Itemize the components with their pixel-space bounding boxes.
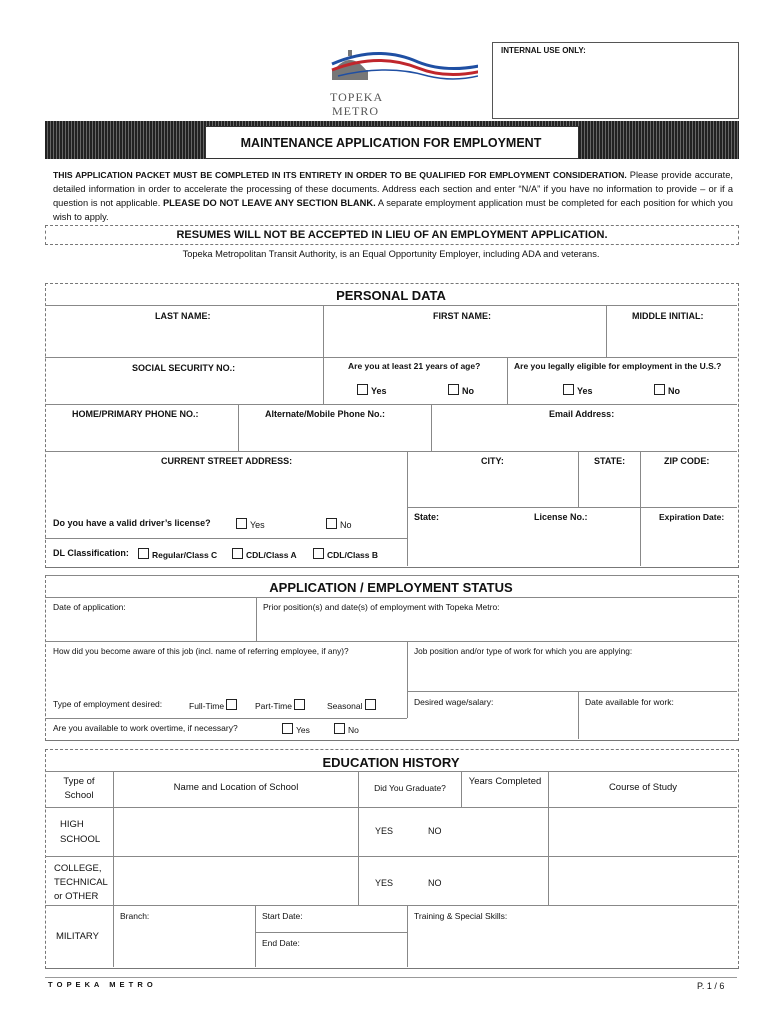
start-date-label: Start Date:: [262, 911, 303, 921]
overtime-no-option[interactable]: [334, 723, 359, 735]
checkbox[interactable]: [138, 548, 149, 559]
full-time-label: Full-Time: [189, 701, 225, 711]
internal-use-box: [492, 42, 739, 119]
college-yes[interactable]: YES: [375, 878, 394, 888]
age-question: Are you at least 21 years of age?: [348, 361, 481, 371]
end-date-field[interactable]: [256, 948, 406, 966]
employment-type-label: Type of employment desired:: [53, 699, 163, 709]
email-label: Email Address:: [549, 409, 615, 419]
high-school-years-field[interactable]: [462, 808, 547, 855]
logo-line2: METRO: [332, 104, 379, 118]
available-label: Date available for work:: [585, 697, 674, 707]
checkbox[interactable]: [357, 384, 368, 395]
checkbox[interactable]: [294, 699, 305, 710]
age-no-label: No: [462, 386, 474, 396]
footer-brand: T O P E K A M E T R O: [48, 980, 154, 989]
checkbox[interactable]: [365, 699, 376, 710]
eeo-statement: Topeka Metropolitan Transit Authority, is an Equal Opportunity Employer, including ADA and veterans.: [182, 249, 600, 259]
high-school-no[interactable]: NO: [428, 826, 442, 836]
class-c-option[interactable]: [138, 548, 217, 560]
available-field[interactable]: [579, 710, 736, 738]
position-field[interactable]: [408, 658, 736, 690]
checkbox[interactable]: [326, 518, 337, 529]
intro-bold-1: THIS APPLICATION PACKET MUST BE COMPLETED IN ITS ENTIRETY IN ORDER TO BE QUALIFIED FOR EMPLOYMENT CONSIDERATION.: [53, 170, 627, 180]
high-school-yes[interactable]: YES: [375, 826, 394, 836]
license-state-field[interactable]: [408, 525, 508, 565]
page-title: MAINTENANCE APPLICATION FOR EMPLOYMENT: [240, 136, 542, 150]
home-phone-field[interactable]: [46, 422, 237, 450]
footer-rule: [45, 977, 737, 978]
dl-class-label: DL Classification:: [53, 548, 129, 558]
license-state-label: State:: [414, 512, 440, 522]
date-of-application-field[interactable]: [46, 614, 255, 640]
checkbox[interactable]: [226, 699, 237, 710]
intro-text-1: Please provide accurate, detailed information in order to accelerate the processing of these documents. Address each section and enter “N/A” if you have no information to provide – or if a question is not applicable.: [53, 170, 733, 208]
wage-label: Desired wage/salary:: [414, 697, 494, 707]
resumes-notice: RESUMES WILL NOT BE ACCEPTED IN LIEU OF AN EMPLOYMENT APPLICATION.: [45, 225, 739, 245]
last-name-field[interactable]: [46, 320, 322, 356]
part-time-label: Part-Time: [255, 701, 292, 711]
license-number-field[interactable]: [510, 525, 639, 565]
middle-initial-label: MIDDLE INITIAL:: [632, 311, 704, 321]
col-graduate-header: Did You Graduate?: [374, 783, 446, 793]
training-field[interactable]: [408, 922, 736, 966]
eligible-question: Are you legally eligible for employment in the U.S.?: [514, 361, 722, 371]
overtime-yes-label: Yes: [296, 725, 310, 735]
high-school-label: HIGH SCHOOL: [60, 819, 101, 845]
overtime-no-label: No: [348, 725, 359, 735]
age-no-option[interactable]: [448, 384, 474, 396]
col-course-header: Course of Study: [608, 782, 678, 793]
ssn-field[interactable]: [46, 376, 322, 403]
seasonal-label: Seasonal: [327, 701, 363, 711]
alt-phone-field[interactable]: [239, 422, 430, 450]
email-field[interactable]: [432, 422, 736, 450]
intro-bold-2: PLEASE DO NOT LEAVE ANY SECTION BLANK.: [162, 198, 376, 208]
end-date-label: End Date:: [262, 938, 300, 948]
street-field[interactable]: [46, 468, 406, 506]
checkbox[interactable]: [282, 723, 293, 734]
checkbox[interactable]: [232, 548, 243, 559]
last-name-label: LAST NAME:: [155, 311, 211, 321]
license-yes-option[interactable]: [236, 518, 265, 530]
employment-title: APPLICATION / EMPLOYMENT STATUS: [269, 580, 513, 595]
first-name-field[interactable]: [324, 320, 605, 356]
middle-initial-field[interactable]: [607, 320, 736, 356]
branch-label: Branch:: [120, 911, 150, 921]
checkbox[interactable]: [448, 384, 459, 395]
license-yes-label: Yes: [250, 520, 265, 530]
class-a-option[interactable]: [232, 548, 297, 560]
eligible-yes-option[interactable]: [563, 384, 593, 396]
high-school-name-field[interactable]: [114, 808, 357, 855]
class-b-option[interactable]: [313, 548, 378, 560]
city-label: CITY:: [481, 456, 504, 466]
logo: [318, 44, 478, 120]
prior-position-label: Prior position(s) and date(s) of employment with Topeka Metro:: [263, 602, 500, 612]
part-time-option[interactable]: [255, 699, 308, 711]
full-time-option[interactable]: [189, 699, 240, 711]
college-years-field[interactable]: [462, 857, 547, 904]
zip-field[interactable]: [641, 468, 736, 506]
seasonal-option[interactable]: [327, 699, 379, 711]
state-label: STATE:: [594, 456, 626, 466]
overtime-question: Are you available to work overtime, if necessary?: [53, 723, 238, 733]
intro-paragraph: [53, 168, 733, 224]
checkbox[interactable]: [654, 384, 665, 395]
intro-text-2: A separate employment application must be completed for each position for which you wish to apply.: [53, 198, 733, 222]
home-phone-label: HOME/PRIMARY PHONE NO.:: [72, 409, 199, 419]
training-label: Training & Special Skills:: [414, 911, 508, 921]
eligible-no-option[interactable]: [654, 384, 680, 396]
date-of-application-label: Date of application:: [53, 602, 126, 612]
col-years-header: Years Completed: [468, 776, 542, 787]
college-name-field[interactable]: [114, 857, 357, 904]
overtime-yes-option[interactable]: [282, 723, 310, 735]
page-number: P. 1 / 6: [697, 981, 725, 991]
zip-label: ZIP CODE:: [664, 456, 710, 466]
first-name-label: FIRST NAME:: [433, 311, 491, 321]
branch-field[interactable]: [114, 922, 254, 966]
ssn-label: SOCIAL SECURITY NO.:: [132, 363, 236, 373]
class-b-label: CDL/Class B: [327, 550, 379, 560]
high-school-course-field[interactable]: [549, 808, 736, 855]
aware-field[interactable]: [46, 658, 406, 690]
class-a-label: CDL/Class A: [246, 550, 297, 560]
checkbox[interactable]: [334, 723, 345, 734]
college-label: COLLEGE, TECHNICAL or OTHER: [54, 863, 108, 902]
license-no-label: No: [340, 520, 352, 530]
prior-position-field[interactable]: [257, 614, 736, 640]
personal-data-title: PERSONAL DATA: [336, 288, 446, 303]
alt-phone-label: Alternate/Mobile Phone No.:: [265, 409, 386, 419]
military-label: MILITARY: [56, 931, 99, 942]
college-no[interactable]: NO: [428, 878, 442, 888]
checkbox[interactable]: [563, 384, 574, 395]
license-number-label: License No.:: [534, 512, 588, 522]
wage-field[interactable]: [408, 710, 577, 738]
college-course-field[interactable]: [549, 857, 736, 904]
expiration-label: Expiration Date:: [659, 512, 725, 522]
city-field[interactable]: [408, 468, 577, 506]
start-date-field[interactable]: [256, 920, 406, 931]
logo-line1: TOPEKA: [330, 90, 384, 104]
position-label: Job position and/or type of work for which you are applying:: [414, 646, 633, 656]
education-title: EDUCATION HISTORY: [322, 755, 460, 770]
class-c-label: Regular/Class C: [152, 550, 218, 560]
expiration-field[interactable]: [641, 525, 736, 565]
license-question: Do you have a valid driver’s license?: [53, 518, 211, 528]
eligible-yes-label: Yes: [577, 386, 593, 396]
checkbox[interactable]: [236, 518, 247, 529]
col-type-header: Type of School: [63, 776, 95, 801]
street-label: CURRENT STREET ADDRESS:: [161, 456, 293, 466]
age-yes-label: Yes: [371, 386, 387, 396]
state-field[interactable]: [579, 468, 639, 506]
checkbox[interactable]: [313, 548, 324, 559]
aware-label: How did you become aware of this job (incl. name of referring employee, if any)?: [53, 646, 349, 656]
license-no-option[interactable]: [326, 518, 352, 530]
eligible-no-label: No: [668, 386, 680, 396]
age-yes-option[interactable]: [357, 384, 387, 396]
col-name-header: Name and Location of School: [173, 782, 299, 793]
internal-use-label: INTERNAL USE ONLY:: [501, 46, 586, 55]
